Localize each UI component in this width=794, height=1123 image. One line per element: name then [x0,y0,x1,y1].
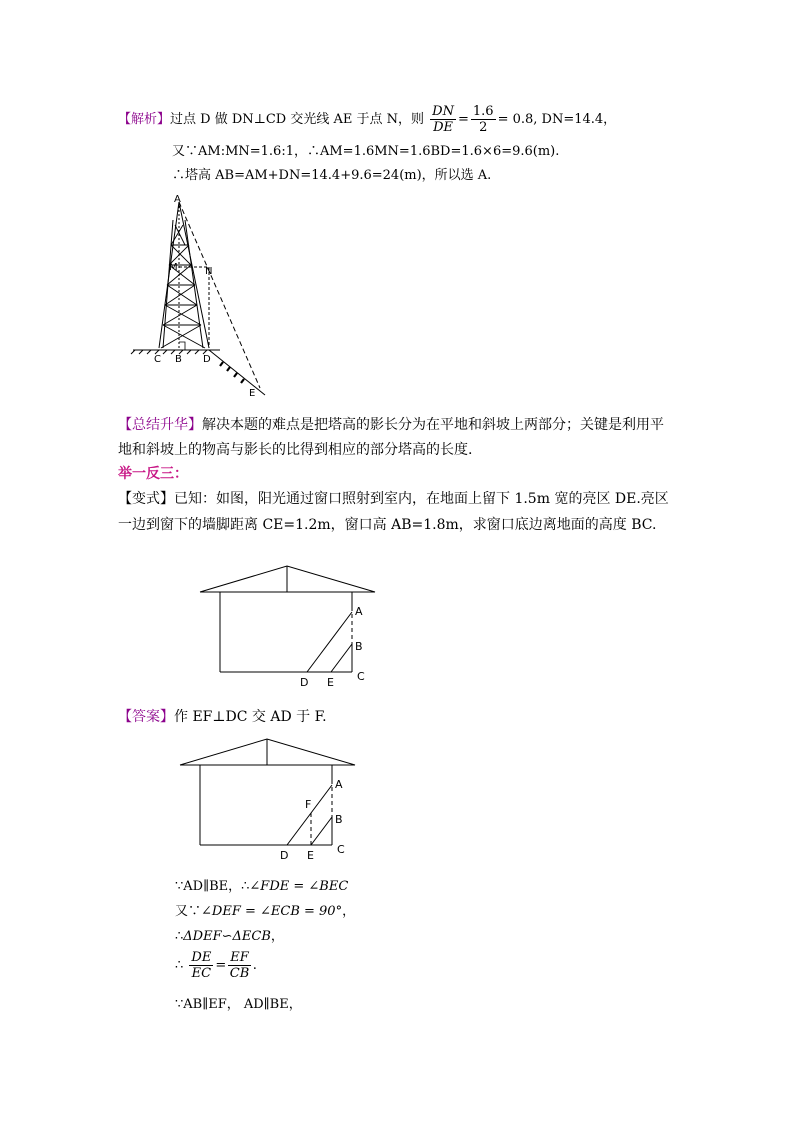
house2-label-A: A [335,778,343,791]
proof-math: ∠FDE = ∠BEC [249,879,349,894]
proof-punct: ， [270,929,284,944]
proof-line-5: ∵AB∥EF， AD∥BE， [175,997,302,1012]
house2-ray-be [311,817,332,845]
equals-sign: = [215,958,227,973]
answer-line [118,705,327,729]
summary-text-1: 解决本题的难点是把塔高的影长分为在平地和斜坡上两部分；关键是利用平 [202,417,664,433]
analysis-tag: 【解析】 [118,112,171,127]
frac-denominator: DE [433,120,454,135]
variant-tag: 【变式】 [118,491,174,507]
ratio-value: = 0.8 [497,112,534,127]
proof-line-3 [175,928,284,946]
slope-line [209,350,265,395]
proof-text: ∴ [175,958,184,973]
tower-label-E: E [249,388,256,399]
house2-label-D: D [280,849,289,862]
tower-label-C: C [154,354,161,365]
fraction-ef-cb [228,950,251,981]
proof-text: ∴ [175,929,184,944]
frac-denominator: 2 [479,120,488,135]
house2-label-B: B [335,813,343,826]
analysis-text-1c: , DN=14.4， [533,112,617,127]
frac-numerator: DE [191,950,212,965]
proof-math: ΔDEF∽ΔECB [183,929,271,944]
house1-label-A: A [355,605,363,618]
tower-label-A: A [174,194,181,205]
proof-math: ∠DEF = ∠ECB = 90° [201,904,343,919]
light-ray-ae [179,202,260,388]
proof-line-4 [175,950,257,981]
section-heading: 举一反三： [118,466,188,482]
summary-line-1 [118,413,664,437]
frac-numerator: 1.6 [472,104,494,119]
house2-label-C: C [337,843,345,856]
house1-label-D: D [300,676,309,689]
frac-numerator: DN [432,104,454,119]
house1-ray-ad [307,612,352,672]
frac-denominator: EC [191,966,212,981]
answer-tag: 【答案】 [118,709,174,725]
variant-text-1: 已知：如图，阳光通过窗口照射到室内，在地面上留下 1.5m 宽的亮区 DE.亮区 [174,491,669,507]
fraction-dn-de [430,104,456,135]
house1-ray-be [331,644,352,672]
proof-line-2 [175,903,355,921]
equals-sign: = [457,112,469,127]
house1-label-C: C [357,670,365,683]
house2-label-E: E [307,849,314,862]
fraction-1.6-2 [471,104,496,135]
answer-text: 作 EF⊥DC 交 AD 于 F. [174,709,327,725]
summary-tag: 【总结升华】 [118,417,202,433]
analysis-line-3: ∴塔高 AB=AM+DN=14.4+9.6=24(m)，所以选 A. [172,168,492,183]
analysis-line-2: 又∵AM:MN=1.6:1，∴AM=1.6MN=1.6BD=1.6×6=9.6(m). [172,144,560,159]
proof-punct: ， [342,904,356,919]
house1-label-B: B [355,640,363,653]
summary-line-2: 地和斜坡上的物高与影长的比得到相应的部分塔高的长度. [118,442,473,458]
proof-text: ∵AD∥BE，∴ [175,879,250,894]
tower-label-N: N [205,266,213,277]
house-figure-2 [175,735,365,865]
proof-line-1 [175,878,348,896]
proof-punct: . [252,958,257,973]
tower-figure [125,190,285,405]
house2-label-F: F [305,798,312,811]
fraction-de-ec [189,950,213,981]
frac-numerator: EF [230,950,249,965]
house-figure-1 [195,562,380,692]
tower-label-M: M [169,262,178,273]
tower-label-D: D [203,354,211,365]
frac-denominator: CB [229,966,250,981]
variant-line-1 [118,487,669,511]
analysis-line-1 [118,104,616,135]
analysis-text-1a: 过点 D 做 DN⊥CD 交光线 AE 于点 N，则 [170,112,425,127]
house2-ray-ad [287,785,332,845]
house1-label-E: E [327,676,334,689]
variant-line-2: 一边到窗下的墙脚距离 CE=1.2m，窗口高 AB=1.8m，求窗口底边离地面的高度 BC. [118,517,657,533]
tower-label-B: B [175,354,182,365]
proof-text: 又∵ [175,904,202,919]
